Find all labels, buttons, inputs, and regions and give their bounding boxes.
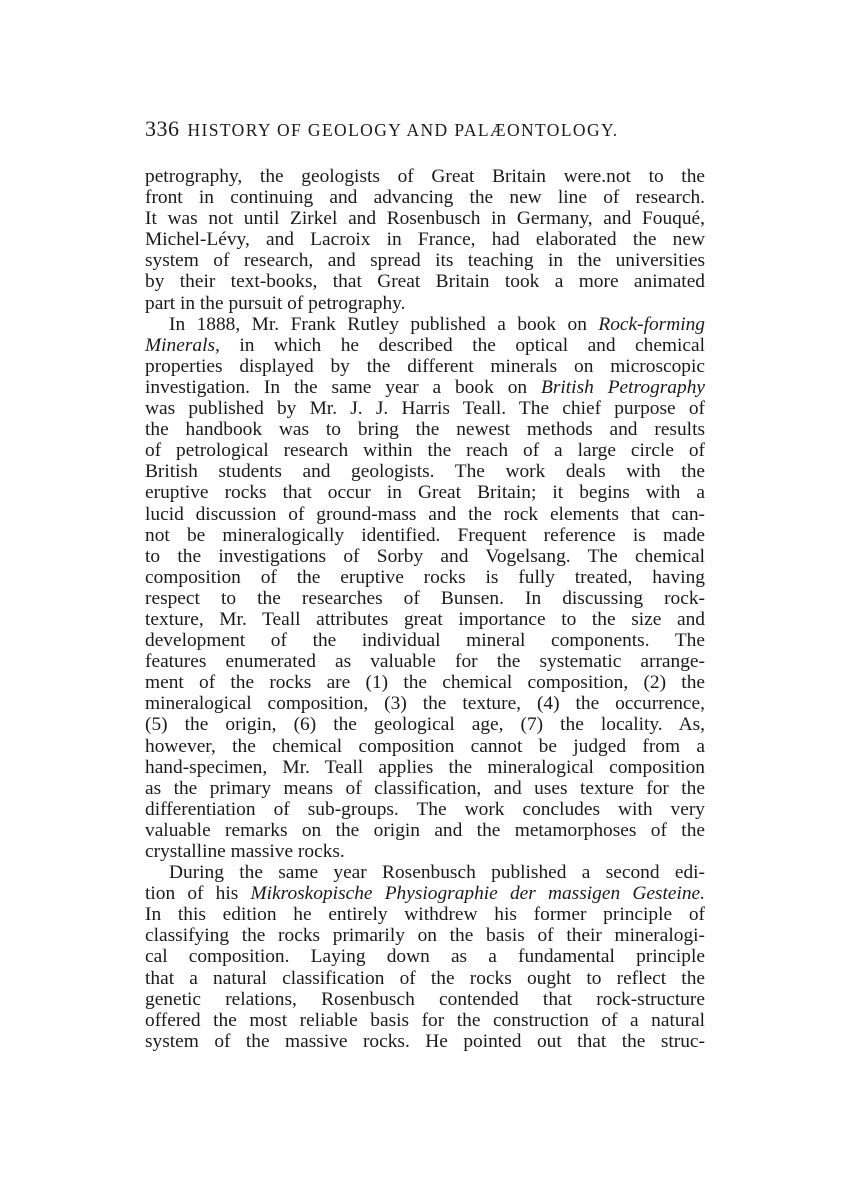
text-line	[145, 1031, 705, 1052]
text-segment: It was not until Zirkel and Rosenbusch in Germany, and Fouqué,	[145, 208, 705, 230]
text-segment: of petrological research within the reach of a large circle of	[145, 440, 705, 462]
text-line	[145, 925, 705, 946]
text-segment: part in the pursuit of petrography.	[145, 292, 406, 314]
text-segment: development of the individual mineral components. The	[145, 630, 705, 652]
text-line	[145, 335, 705, 356]
text-segment: differentiation of sub-groups. The work concludes with very	[145, 798, 705, 820]
text-segment: petrography, the geologists of Great Britain were.not to the	[145, 166, 705, 187]
text-line	[145, 630, 705, 651]
text-line	[145, 968, 705, 989]
text-segment: to the investigations of Sorby and Vogelsang. The chemical	[145, 545, 705, 567]
text-segment: system of research, and spread its teaching in the universities	[145, 250, 705, 272]
text-line	[145, 567, 705, 588]
paragraph	[145, 862, 705, 1052]
text-segment: genetic relations, Rosenbusch contended that rock-structure	[145, 988, 705, 1010]
text-line	[145, 1010, 705, 1031]
text-segment: texture, Mr. Teall attributes great importance to the size and	[145, 608, 705, 630]
text-segment: offered the most reliable basis for the construction of a natural	[145, 1009, 705, 1031]
text-segment: crystalline massive rocks.	[145, 841, 345, 862]
text-segment: In 1888, Mr. Frank Rutley published a book on	[169, 313, 599, 335]
text-segment: ment of the rocks are (1) the chemical composition, (2) the	[145, 672, 705, 694]
italic-title: Rock-forming	[598, 313, 705, 335]
text-line	[145, 862, 705, 883]
text-segment: however, the chemical composition cannot be judged from a	[145, 735, 705, 757]
text-segment: hand-specimen, Mr. Teall applies the mineralogical composition	[145, 756, 705, 778]
text-line	[145, 883, 705, 904]
text-line	[145, 356, 705, 377]
text-line	[145, 989, 705, 1010]
running-head	[145, 117, 705, 143]
text-line	[145, 904, 705, 925]
text-line	[145, 588, 705, 609]
text-segment: During the same year Rosenbusch published a second edi-	[169, 862, 705, 884]
text-segment: tion of his	[145, 883, 251, 905]
text-segment: British students and geologists. The work deals with the	[145, 461, 705, 483]
text-segment: features enumerated as valuable for the systematic arrange-	[145, 651, 705, 673]
text-segment: respect to the researches of Bunsen. In discussing rock-	[145, 587, 705, 609]
text-segment: (5) the origin, (6) the geological age, (7) the locality. As,	[145, 714, 705, 736]
text-segment: not be mineralogically identified. Frequent reference is made	[145, 524, 705, 546]
text-segment: cal composition. Laying down as a fundamental principle	[145, 946, 705, 968]
text-line	[145, 946, 705, 967]
text-line	[145, 693, 705, 714]
text-segment: eruptive rocks that occur in Great Britain; it begins with a	[145, 482, 705, 504]
text-segment: in which he described the optical and chemical	[219, 334, 705, 356]
text-line	[145, 778, 705, 799]
text-segment: In this edition he entirely withdrew his former principle of	[145, 904, 705, 926]
italic-title: Minerals,	[145, 334, 220, 356]
text-segment: was published by Mr. J. J. Harris Teall. The chief purpose of	[145, 398, 705, 420]
text-line	[145, 672, 705, 693]
italic-title: Mikroskopische Physiographie der massigen Gesteine.	[250, 883, 706, 905]
text-segment: classifying the rocks primarily on the basis of their mineralogi-	[145, 925, 705, 947]
text-segment: Michel-Lévy, and Lacroix in France, had elaborated the new	[145, 229, 705, 251]
text-line	[145, 271, 705, 292]
text-segment: composition of the eruptive rocks is fully treated, having	[145, 566, 705, 588]
text-line	[145, 482, 705, 503]
text-line	[145, 736, 705, 757]
text-line	[145, 166, 705, 187]
text-line	[145, 419, 705, 440]
text-line	[145, 250, 705, 271]
text-line	[145, 229, 705, 250]
text-line	[145, 525, 705, 546]
italic-title: British Petrography	[541, 376, 705, 398]
text-line	[145, 314, 705, 335]
text-segment: by their text-books, that Great Britain took a more animated	[145, 271, 705, 293]
text-line	[145, 757, 705, 778]
text-line	[145, 651, 705, 672]
text-segment: properties displayed by the different minerals on microscopic	[145, 355, 705, 377]
paragraph	[145, 314, 705, 862]
body-text	[145, 166, 705, 1052]
text-line	[145, 440, 705, 461]
text-line	[145, 546, 705, 567]
text-line	[145, 208, 705, 229]
text-segment: the handbook was to bring the newest methods and results	[145, 419, 705, 441]
text-segment: system of the massive rocks. He pointed out that the struc-	[145, 1030, 705, 1052]
text-line	[145, 377, 705, 398]
text-segment: mineralogical composition, (3) the texture, (4) the occurrence,	[145, 693, 705, 715]
text-line	[145, 714, 705, 735]
text-line	[145, 461, 705, 482]
text-line	[145, 293, 705, 314]
text-segment: that a natural classification of the rocks ought to reflect the	[145, 967, 705, 989]
text-line	[145, 820, 705, 841]
page-number: 336	[145, 116, 180, 141]
text-segment: valuable remarks on the origin and the metamorphoses of the	[145, 819, 705, 841]
text-line	[145, 187, 705, 208]
text-line	[145, 799, 705, 820]
text-line	[145, 841, 705, 862]
text-segment: lucid discussion of ground-mass and the rock elements that can-	[145, 503, 705, 525]
text-line	[145, 504, 705, 525]
text-line	[145, 398, 705, 419]
text-line	[145, 609, 705, 630]
text-segment: investigation. In the same year a book on	[145, 376, 542, 398]
text-segment: front in continuing and advancing the new line of research.	[145, 187, 705, 209]
paragraph	[145, 166, 705, 314]
running-title: HISTORY OF GEOLOGY AND PALÆONTOLOGY.	[187, 120, 619, 140]
text-segment: as the primary means of classification, and uses texture for the	[145, 777, 705, 799]
